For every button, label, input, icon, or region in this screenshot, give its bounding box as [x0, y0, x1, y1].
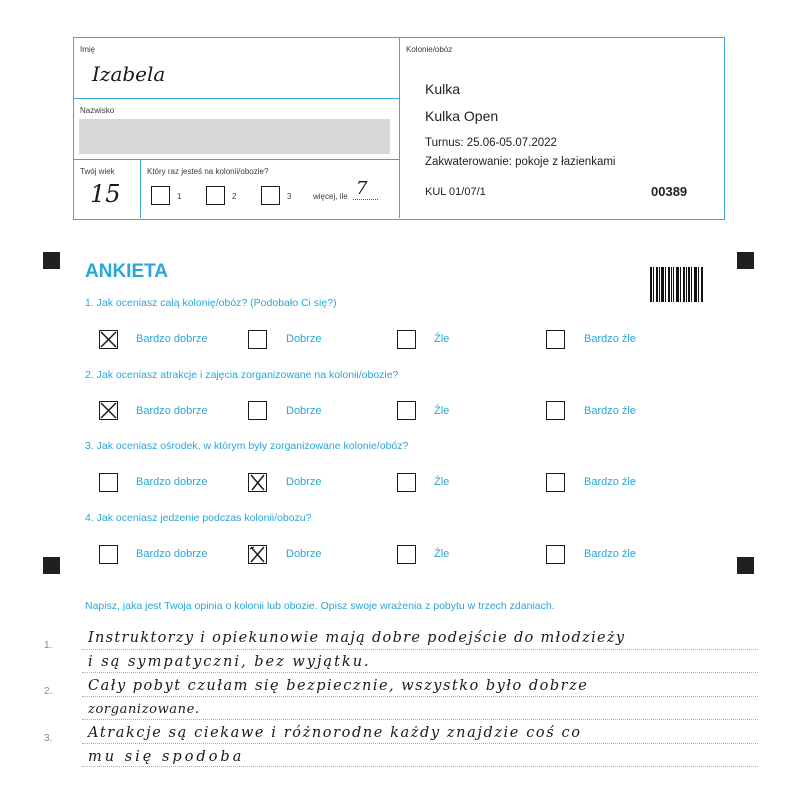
line-number-1: 1.	[44, 640, 53, 651]
answer-text-1: Instruktorzy i opiekunowie mają dobre podejście do młodzieży	[88, 630, 626, 646]
surname-row-divider	[73, 159, 400, 160]
answer-text-5: Atrakcje są ciekawe i różnorodne każdy znajdzie coś co	[88, 725, 582, 741]
times-option-1: 1	[177, 192, 182, 201]
q1-option-bardzo-zle-checkbox[interactable]	[546, 330, 565, 349]
q2-option-bardzo-dobrze-checkbox[interactable]	[99, 401, 118, 420]
question-1: 1. Jak oceniasz całą kolonię/obóz? (Podobało Ci się?)	[85, 297, 337, 309]
survey-title: ANKIETA	[85, 261, 169, 282]
answer-text-4: zorganizowane.	[88, 702, 200, 717]
answer-line-2	[82, 672, 758, 673]
q1-option-dobrze: Dobrze	[286, 333, 322, 345]
age-value: 15	[90, 180, 121, 208]
check-mark-icon	[99, 330, 118, 349]
question-2: 2. Jak oceniasz atrakcje i zajęcia zorganizowane na kolonii/obozie?	[85, 369, 399, 381]
q3-option-dobrze-checkbox[interactable]	[248, 473, 267, 492]
q4-option-dobrze: Dobrze	[286, 548, 322, 560]
q3-option-dobrze: Dobrze	[286, 476, 322, 488]
q3-option-zle-checkbox[interactable]	[397, 473, 416, 492]
q2-option-zle: Źle	[434, 405, 450, 417]
q4-option-bardzo-zle-checkbox[interactable]	[546, 545, 565, 564]
q1-option-bardzo-dobrze: Bardzo dobrze	[136, 333, 208, 345]
times-option-3: 3	[287, 192, 292, 201]
line-number-3: 3.	[44, 733, 53, 744]
more-underline	[353, 199, 378, 200]
answer-text-2: i są sympatyczni, bez wyjątku.	[88, 654, 371, 670]
q3-option-bardzo-dobrze-checkbox[interactable]	[99, 473, 118, 492]
q1-option-zle-checkbox[interactable]	[397, 330, 416, 349]
name-label: Imię	[80, 45, 96, 54]
barcode-icon	[650, 267, 703, 302]
q1-option-zle: Źle	[434, 333, 450, 345]
q2-option-bardzo-dobrze: Bardzo dobrze	[136, 405, 208, 417]
times-checkbox-1[interactable]	[151, 186, 170, 205]
q1-option-bardzo-zle: Bardzo źle	[584, 333, 636, 345]
answer-text-3: Cały pobyt czułam się bezpiecznie, wszystko było dobrze	[88, 678, 589, 694]
surname-redaction	[79, 119, 390, 154]
turnus: Turnus: 25.06-05.07.2022	[425, 137, 557, 149]
more-value: 7	[356, 178, 368, 199]
camp-code: KUL 01/07/1	[425, 186, 486, 198]
q4-option-dobrze-checkbox[interactable]	[248, 545, 267, 564]
q3-option-bardzo-zle-checkbox[interactable]	[546, 473, 565, 492]
q2-option-zle-checkbox[interactable]	[397, 401, 416, 420]
q4-option-zle-checkbox[interactable]	[397, 545, 416, 564]
age-label: Twój wiek	[80, 167, 115, 176]
answer-text-6: mu się spodoba	[88, 749, 245, 765]
registration-marker-top-left	[43, 252, 60, 269]
accommodation: Zakwaterowanie: pokoje z łazienkami	[425, 156, 616, 168]
times-option-2: 2	[232, 192, 237, 201]
q1-option-dobrze-checkbox[interactable]	[248, 330, 267, 349]
registration-marker-bottom-right	[737, 557, 754, 574]
camp-program: Kulka Open	[425, 108, 499, 124]
q3-option-bardzo-dobrze: Bardzo dobrze	[136, 476, 208, 488]
header-divider	[399, 37, 400, 218]
question-4: 4. Jak oceniasz jedzenie podczas kolonii/obozu?	[85, 512, 312, 524]
times-label: Który raz jesteś na kolonii/obozie?	[147, 167, 269, 176]
times-checkbox-2[interactable]	[206, 186, 225, 205]
opinion-prompt: Napisz, jaka jest Twoja opinia o kolonii lub obozie. Opisz swoje wrażenia z pobytu w trzech zdaniach.	[85, 600, 555, 612]
question-3: 3. Jak oceniasz ośrodek, w którym były zorganizowane kolonie/obóz?	[85, 440, 409, 452]
answer-line-1	[82, 649, 758, 650]
q2-option-bardzo-zle: Bardzo źle	[584, 405, 636, 417]
q4-option-zle: Źle	[434, 548, 450, 560]
q4-option-bardzo-zle: Bardzo źle	[584, 548, 636, 560]
line-number-2: 2.	[44, 686, 53, 697]
registration-marker-top-right	[737, 252, 754, 269]
more-label: więcej, ile	[313, 192, 348, 201]
q4-option-bardzo-dobrze-checkbox[interactable]	[99, 545, 118, 564]
answer-line-3	[82, 696, 758, 697]
q4-option-bardzo-dobrze: Bardzo dobrze	[136, 548, 208, 560]
form-number: 00389	[651, 184, 688, 199]
q1-option-bardzo-dobrze-checkbox[interactable]	[99, 330, 118, 349]
registration-marker-bottom-left	[43, 557, 60, 574]
answer-line-6	[82, 766, 758, 767]
answer-line-4	[82, 719, 758, 720]
check-mark-icon	[99, 401, 118, 420]
name-row-divider	[73, 98, 400, 99]
q3-option-bardzo-zle: Bardzo źle	[584, 476, 636, 488]
q2-option-dobrze: Dobrze	[286, 405, 322, 417]
q2-option-dobrze-checkbox[interactable]	[248, 401, 267, 420]
answer-line-5	[82, 743, 758, 744]
age-divider	[140, 159, 141, 218]
check-mark-icon	[248, 545, 267, 564]
q3-option-zle: Źle	[434, 476, 450, 488]
camp-label: Kolonie/obóz	[406, 45, 453, 54]
times-checkbox-3[interactable]	[261, 186, 280, 205]
camp-name: Kulka	[425, 81, 461, 97]
surname-label: Nazwisko	[80, 106, 115, 115]
check-mark-icon	[248, 473, 267, 492]
name-value: Izabela	[92, 62, 166, 86]
q2-option-bardzo-zle-checkbox[interactable]	[546, 401, 565, 420]
